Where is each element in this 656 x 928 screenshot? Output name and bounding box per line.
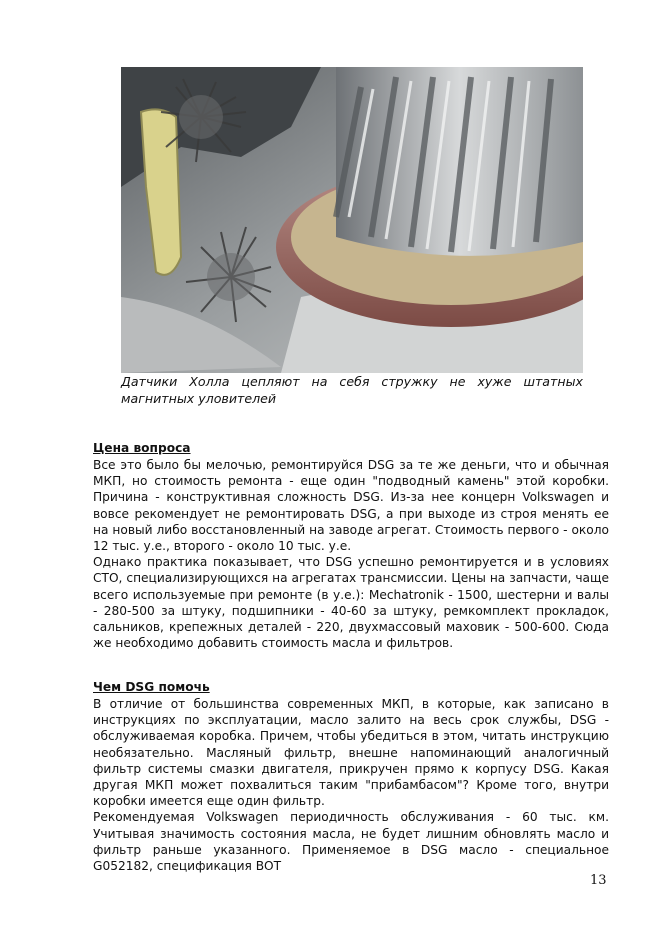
section-heading-help: Чем DSG помочь (93, 680, 210, 694)
paragraph: Рекомендуемая Volkswagen периодичность обслуживания - 60 тыс. км. Учитывая значимость состояния масла, не будет лишним обновлять масло и фильтр раньше указанного. Применяемое в DSG масло - специальное G052182, спецификация ВОТ (93, 810, 609, 874)
section-body-price (93, 457, 609, 651)
paragraph: Все это было бы мелочью, ремонтируйся DSG за те же деньги, что и обычная МКП, но стоимость ремонта - еще один "подводный камень" этой коробки. Причина - конструктивная сложность DSG. Из-за нее концерн Volkswagen и вовсе рекомендует не ремонтировать DSG, а при выходе из строя менять ее на новый либо восстановленный на заводе агрегат. Стоимость первого - около 12 тыс. у.е., второго - около 10 тыс. у.е. (93, 458, 609, 554)
paragraph: В отличие от большинства современных МКП, в которые, как записано в инструкциях по эксплуатации, масло залито на весь срок службы, DSG - обслуживаемая коробка. Причем, чтобы убедиться в этом, читать инструкцию необязательно. Масляный фильтр, внешне напоминающий аналогичный фильтр системы смазки двигателя, прикручен прямо к корпусу DSG. Какая другая МКП может похвалиться таким "прибамбасом"? Кроме того, внутри коробки имеется еще один фильтр. (93, 697, 609, 809)
page-number: 13 (590, 873, 607, 888)
gearbox-illustration (121, 67, 583, 373)
figure-caption: Датчики Холла цепляют на себя стружку не хуже штатных магнитных уловителей (121, 374, 583, 406)
gearbox-photo (121, 67, 583, 373)
section-body-help (93, 696, 609, 874)
paragraph: Однако практика показывает, что DSG успешно ремонтируется и в условиях СТО, специализирующихся на агрегатах трансмиссии. Цены на запчасти, чаще всего используемые при ремонте (в у.е.): Mechatronik - 1500, шестерни и валы - 280-500 за штуку, подшипники - 40-60 за штуку, ремкомплект прокладок, сальников, крепежных деталей - 220, двухмассовый маховик - 500-600. Сюда же необходимо добавить стоимость масла и фильтров. (93, 555, 609, 651)
section-heading-price: Цена вопроса (93, 441, 191, 455)
